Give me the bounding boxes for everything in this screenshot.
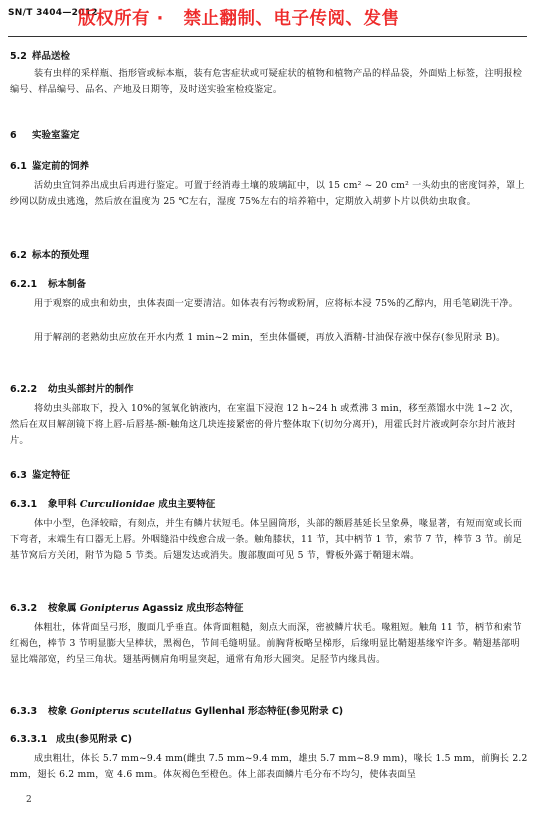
paragraph-text: 成虫粗壮，体长 5.7 mm~9.4 mm(雌虫 7.5 mm~9.4 mm，雄虫 5.7 mm~8.9 mm)，喙长 1.5 mm，前胸长 2.2 mm，翅长 6.2 mm，宽 4.6 mm。体灰褐色至橙色。体上部表面鳞片毛分布不均匀，使体表面呈 (10, 753, 528, 780)
section-number: 6.1 (10, 161, 27, 172)
section-title-suffix: 成虫主要特征 (154, 499, 216, 510)
paragraph-text: 将幼虫头部取下，投入 10%的氢氧化钠液内，在室温下浸泡 12 h~24 h 或煮沸 3 min，移至蒸馏水中洗 1~2 次，然后在双目解剖镜下将上唇-后唇基-额-触角这几块连接紧密的骨片整体取下(切勿分离开)，用霍氏封片液或阿奈尔封片液封片。 (10, 403, 519, 446)
paragraph-text: 装有虫样的采样瓶、指形管或标本瓶，装有危害症状或可疑症状的植物和植物产品的样品袋，外面贴上标签，注明报检编号、样品编号、品名、产地及日期等，及时送实验室检疫鉴定。 (10, 68, 523, 95)
paragraph-text: 活幼虫宜饲养出成虫后再进行鉴定。可置于经消毒土壤的玻璃缸中，以 15 cm² ~ 20 cm² 一头幼虫的密度饲养，罩上纱网以防成虫逃逸，然后放在温度为 25 ℃左右，湿度 75%左右的培养箱中，定期放入胡萝卜片以供幼虫取食。 (10, 180, 525, 207)
section-title: 鉴定前的饲养 (32, 161, 90, 172)
section-title: 样品送检 (32, 51, 71, 62)
section-heading-6 (10, 127, 80, 141)
section-heading-6-3-2 (10, 600, 243, 614)
section-heading-6-2 (10, 247, 89, 261)
section-title: 成虫(参见附录 C) (56, 734, 132, 745)
section-heading-6-2-1 (10, 276, 86, 290)
section-title: 标本制备 (48, 279, 87, 290)
section-number: 6.3.2 (10, 603, 38, 614)
section-title: 幼虫头部封片的制作 (48, 384, 134, 395)
paragraph-6-2-2 (10, 401, 528, 449)
section-title-prefix: 桉象属 (48, 603, 80, 614)
section-number: 6.2.2 (10, 384, 38, 395)
section-title-suffix: Agassiz 成虫形态特征 (139, 603, 244, 614)
paragraph-text: 用于观察的成虫和幼虫，虫体表面一定要清洁。如体表有污物或粉屑，应将标本浸 75%的乙醇内，用毛笔刷洗干净。 (34, 298, 519, 309)
section-title: 标本的预处理 (32, 250, 90, 261)
taxon-name: Curculionidae (79, 499, 155, 510)
section-title-suffix: Gyllenhal 形态特征(参见附录 C) (191, 706, 344, 717)
page-number: 2 (26, 795, 32, 805)
genus-name: Gonipterus (79, 603, 140, 614)
paragraph-6-3-2 (10, 620, 528, 668)
section-heading-6-2-2 (10, 381, 134, 395)
paragraph-6-3-3-1 (10, 751, 528, 783)
section-heading-6-3-3-1 (10, 731, 132, 745)
section-heading-6-3-3 (10, 703, 343, 717)
paragraph-6-3-1 (10, 516, 528, 564)
section-title-prefix: 桉象 (48, 706, 71, 717)
section-number: 6.3 (10, 470, 27, 481)
section-title: 鉴定特征 (32, 470, 71, 481)
section-heading-6-3-1 (10, 496, 215, 510)
section-title-prefix: 象甲科 (48, 499, 80, 510)
paragraph-6-2-1-a (10, 296, 528, 312)
copyright-watermark: 版权所有 · 禁止翻制、电子传阅、发售 (78, 9, 400, 29)
species-name: Gonipterus scutellatus (70, 706, 192, 717)
section-heading-6-3 (10, 467, 70, 481)
header-rule (8, 36, 527, 37)
section-heading-6-1 (10, 158, 89, 172)
section-number: 6.2 (10, 250, 27, 261)
section-number: 6 (10, 130, 17, 141)
paragraph-5-2 (10, 66, 528, 98)
paragraph-text: 用于解剖的老熟幼虫应放在开水内煮 1 min~2 min，至虫体僵硬，再放入酒精-甘油保存液中保存(参见附录 B)。 (34, 332, 506, 343)
section-number: 6.3.3 (10, 706, 38, 717)
section-title: 实验室鉴定 (32, 130, 80, 141)
section-number: 6.3.3.1 (10, 734, 48, 745)
paragraph-text: 体粗壮，体背面呈弓形，腹面几乎垂直。体背面粗糙，刻点大而深，密被鳞片状毛。喙粗短。触角 11 节，柄节和索节红褐色，棒节 3 节明显膨大呈棒状，黑褐色，节间毛缝明显。前胸背板略呈梯形，后缘明显比鞘翅基缘窄许多。鞘翅基部明显比端部宽，约呈三角状。翅基两侧肩角明显突起，通常有角形大圆突。足胫节内缘具齿。 (10, 622, 522, 665)
standard-code: SN/T 3404—2012 (8, 8, 98, 18)
section-number: 6.3.1 (10, 499, 38, 510)
section-heading-5-2 (10, 48, 70, 62)
section-number: 5.2 (10, 51, 27, 62)
paragraph-6-1 (10, 178, 528, 210)
section-number: 6.2.1 (10, 279, 38, 290)
paragraph-text: 体中小型，色泽较暗，有刻点，并生有鳞片状短毛。体呈圆筒形，头部的额唇基延长呈象鼻，喙显著，有短而宽或长而下弯者，末端生有口器无上唇。外咽缝沿中线愈合成一条。触角膝状，11 节，其中柄节 1 节，索节 7 节，棒节 3 节。前足基节窝后方关闭，附节为隐 5 节类。后翅发达或消失。腹部腹面可见 5 节，臀板外露于鞘翅末端。 (10, 518, 523, 561)
paragraph-6-2-1-b (10, 330, 528, 346)
